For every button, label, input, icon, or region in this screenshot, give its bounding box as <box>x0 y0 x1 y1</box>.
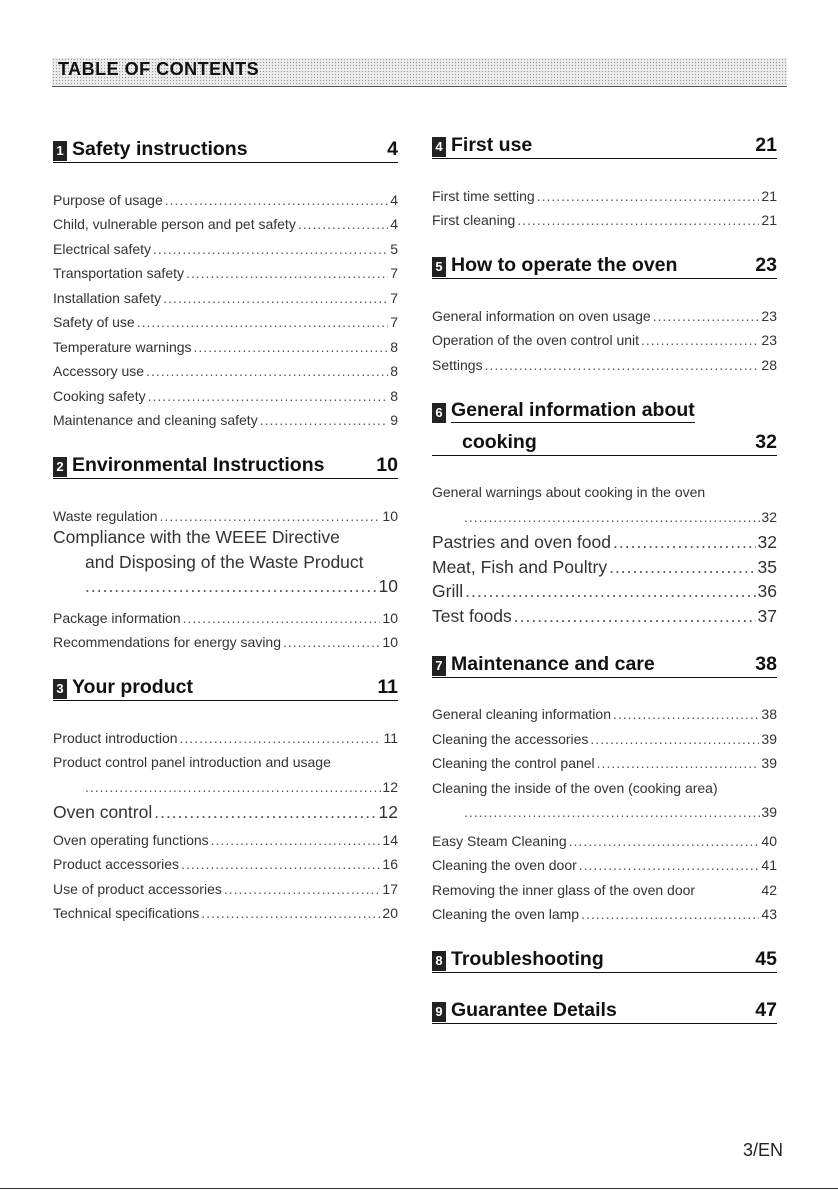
toc-entry-page: 9 <box>390 412 398 428</box>
toc-entry-page: 39 <box>761 804 777 820</box>
toc-entry-continuation <box>53 770 398 795</box>
toc-entry-text: Grill <box>432 581 464 601</box>
section-number-box: 3 <box>53 679 67 699</box>
toc-entry-text: Easy Steam Cleaning <box>432 832 567 849</box>
leader-dots <box>137 314 388 330</box>
leader-dots <box>154 802 376 823</box>
toc-entry[interactable] <box>432 299 777 324</box>
toc-entry[interactable] <box>53 721 398 746</box>
section-heading-line <box>462 431 777 454</box>
toc-entry-page: 41 <box>761 857 777 873</box>
toc-entry-text: First cleaning <box>432 212 516 228</box>
toc-section <box>432 653 777 923</box>
toc-entry[interactable] <box>53 848 398 873</box>
toc-entry[interactable] <box>432 476 777 525</box>
toc-entry-text: Waste regulation <box>53 507 158 524</box>
toc-entry-page: 39 <box>761 755 777 771</box>
toc-entry[interactable] <box>53 626 398 651</box>
section-heading[interactable] <box>53 138 398 163</box>
leader-dots <box>537 188 760 204</box>
toc-entry-page: 20 <box>382 905 398 921</box>
toc-entry-text: Product control panel introduction and usage <box>53 754 331 770</box>
leader-dots <box>465 581 755 602</box>
toc-entry[interactable] <box>432 771 777 820</box>
toc-entry-page: 21 <box>761 212 777 228</box>
section-heading-page: 47 <box>755 999 777 1021</box>
toc-entry[interactable] <box>53 897 398 922</box>
leader-dots <box>590 731 759 747</box>
section-number-box: 1 <box>53 141 67 161</box>
section-number-box: 2 <box>53 457 67 477</box>
leader-dots <box>641 332 759 348</box>
toc-entry-page: 42 <box>761 881 777 898</box>
leader-dots <box>283 634 380 650</box>
toc-entry[interactable] <box>53 330 398 355</box>
toc-entry-text: Maintenance and cleaning safety <box>53 412 258 428</box>
toc-section <box>432 999 777 1024</box>
toc-entry-page: 7 <box>390 314 398 330</box>
toc-entry[interactable] <box>53 601 398 626</box>
leader-dots <box>653 308 760 324</box>
toc-entry-page: 10 <box>382 609 398 626</box>
toc-entry[interactable] <box>432 529 777 554</box>
leader-dots <box>613 532 756 553</box>
toc-section <box>53 676 398 921</box>
toc-entry-text: Transportation safety <box>53 265 184 281</box>
leader-dots <box>485 357 760 373</box>
section-number-box: 4 <box>432 137 446 157</box>
toc-entry-text: Compliance with the WEEE Directive <box>53 527 340 547</box>
toc-entry[interactable] <box>53 257 398 282</box>
section-heading-text: How to operate the oven <box>451 254 678 276</box>
toc-section <box>432 399 777 627</box>
toc-entry-page: 5 <box>390 240 398 257</box>
toc-entry-page: 4 <box>390 216 398 232</box>
toc-entry[interactable] <box>53 355 398 380</box>
toc-entry[interactable] <box>432 179 777 204</box>
toc-entry-page: 8 <box>390 363 398 379</box>
toc-entry-page: 38 <box>761 706 777 722</box>
leader-dots <box>211 832 381 848</box>
toc-entry-text: and Disposing of the Waste Product <box>85 551 364 572</box>
leader-dots <box>163 290 388 306</box>
leader-dots <box>569 833 760 849</box>
section-heading[interactable] <box>53 676 398 701</box>
toc-entry[interactable] <box>432 722 777 747</box>
toc-entry-text: Child, vulnerable person and pet safety <box>53 216 296 232</box>
toc-entry-text: Cleaning the inside of the oven (cooking area) <box>432 779 718 796</box>
toc-column-left <box>53 138 398 947</box>
toc-entry-text: First time setting <box>432 187 535 204</box>
section-number-box: 6 <box>432 403 446 423</box>
section-heading-line <box>432 399 777 423</box>
toc-entry[interactable] <box>432 204 777 229</box>
toc-entry-text: Meat, Fish and Poultry <box>432 556 608 577</box>
section-heading-text: Guarantee Details <box>451 999 617 1021</box>
toc-entry[interactable] <box>53 746 398 795</box>
leader-dots <box>85 779 382 795</box>
toc-entry-text: Removing the inner glass of the oven door <box>432 881 696 898</box>
toc-entry-text: Pastries and oven food <box>432 532 612 552</box>
toc-entry-continuation <box>53 573 398 598</box>
toc-entry-page: 7 <box>390 289 398 306</box>
leader-dots <box>517 212 759 228</box>
section-heading-text: First use <box>451 134 533 156</box>
toc-entry-text: General cleaning information <box>432 706 611 722</box>
toc-entry-text: Electrical safety <box>53 240 152 257</box>
toc-entry[interactable] <box>53 281 398 306</box>
toc-entry[interactable] <box>432 324 777 349</box>
section-heading-page: 10 <box>376 454 398 476</box>
toc-entry-text: Test foods <box>432 605 512 626</box>
toc-entry-page: 39 <box>761 730 777 747</box>
toc-entry-page: 10 <box>382 634 398 650</box>
section-heading[interactable] <box>53 454 398 479</box>
toc-entry[interactable] <box>432 898 777 923</box>
section-heading-page: 45 <box>755 948 777 970</box>
bottom-rule <box>0 1188 838 1189</box>
leader-dots <box>85 576 379 597</box>
leader-dots <box>613 706 759 722</box>
toc-section <box>53 454 398 650</box>
toc-section <box>432 134 777 228</box>
section-heading-text: General information about <box>451 398 695 421</box>
toc-entry-page: 28 <box>761 356 777 373</box>
toc-entry-text: Use of product accessories <box>53 880 222 897</box>
section-heading-page: 32 <box>755 430 777 453</box>
section-heading-page: 38 <box>755 652 777 675</box>
toc-entry-page: 40 <box>761 832 777 849</box>
toc-section <box>53 138 398 428</box>
toc-entry-page: 32 <box>761 508 777 525</box>
toc-entry-text: Safety of use <box>53 314 135 330</box>
toc-title-bar <box>52 58 787 87</box>
toc-entry-page: 23 <box>761 307 777 324</box>
toc-entry[interactable] <box>53 872 398 897</box>
section-heading[interactable] <box>432 653 777 678</box>
page-number: 3/EN <box>742 1140 783 1160</box>
toc-entry-page: 12 <box>378 802 398 822</box>
toc-entry-page: 4 <box>390 191 398 208</box>
section-number-box: 7 <box>432 656 446 676</box>
toc-entry-page: 32 <box>757 532 777 552</box>
toc-entry[interactable] <box>53 183 398 208</box>
leader-dots <box>201 905 380 921</box>
section-heading-text: cooking <box>462 430 537 453</box>
toc-section <box>432 254 777 373</box>
section-heading-text: Troubleshooting <box>451 948 604 970</box>
leader-dots <box>609 557 755 578</box>
section-heading-text: Environmental Instructions <box>72 454 325 476</box>
section-heading-text: Maintenance and care <box>451 652 655 675</box>
toc-entry-page: 37 <box>757 605 777 626</box>
section-heading[interactable] <box>432 999 777 1024</box>
toc-entry-page: 10 <box>382 507 398 524</box>
leader-dots <box>183 610 381 626</box>
section-heading-page: 21 <box>755 134 777 156</box>
toc-entry[interactable] <box>53 208 398 233</box>
toc-entry-text: Cleaning the oven lamp <box>432 906 580 922</box>
toc-entry-text: Cleaning the control panel <box>432 755 595 771</box>
leader-dots <box>186 265 388 281</box>
toc-entry-page: 43 <box>761 906 777 922</box>
toc-entry-text: Product accessories <box>53 856 180 872</box>
leader-dots <box>464 509 761 525</box>
toc-entry-text: General warnings about cooking in the oven <box>432 484 706 500</box>
toc-entry-page: 14 <box>382 831 398 848</box>
toc-entry-text: Accessory use <box>53 363 145 379</box>
leader-dots <box>298 216 388 232</box>
toc-entry[interactable] <box>432 849 777 874</box>
section-heading[interactable] <box>432 254 777 279</box>
leader-dots <box>260 412 389 428</box>
leader-dots <box>581 906 759 922</box>
section-heading[interactable] <box>432 948 777 973</box>
toc-column-right <box>432 134 777 1050</box>
toc-entry-text: Cooking safety <box>53 387 146 404</box>
toc-entry-text: Technical specifications <box>53 905 200 921</box>
toc-entry[interactable] <box>432 747 777 772</box>
toc-entry-page: 36 <box>757 581 777 601</box>
toc-entry[interactable] <box>432 348 777 373</box>
toc-entry-page: 21 <box>761 187 777 204</box>
section-heading-text: Your product <box>72 676 193 698</box>
toc-entry-text: Temperature warnings <box>53 338 192 355</box>
section-heading[interactable] <box>432 134 777 159</box>
leader-dots <box>194 339 389 355</box>
leader-dots <box>165 192 388 208</box>
toc-entry[interactable] <box>432 698 777 723</box>
toc-entry[interactable] <box>53 404 398 429</box>
toc-entry-page: 23 <box>761 332 777 348</box>
leader-dots <box>160 508 381 524</box>
leader-dots <box>146 363 388 379</box>
toc-entry[interactable] <box>432 824 777 849</box>
toc-title: TABLE OF CONTENTS <box>58 59 260 79</box>
toc-entry-continuation <box>432 796 777 821</box>
section-number-box: 5 <box>432 257 446 277</box>
toc-entry[interactable] <box>53 306 398 331</box>
toc-entry-text: Cleaning the oven door <box>432 857 577 873</box>
toc-entry-text: Settings <box>432 356 483 373</box>
toc-entry-page: 16 <box>382 856 398 872</box>
section-heading-page: 23 <box>755 254 777 276</box>
section-heading-page: 11 <box>377 676 398 698</box>
toc-entry[interactable] <box>53 499 398 524</box>
leader-dots <box>514 606 756 627</box>
toc-entry[interactable] <box>53 379 398 404</box>
toc-entry[interactable] <box>53 799 398 824</box>
toc-entry-continuation <box>432 500 777 525</box>
leader-dots <box>181 856 380 872</box>
leader-dots <box>579 857 760 873</box>
toc-entry-text: Installation safety <box>53 289 162 306</box>
toc-entry[interactable] <box>53 823 398 848</box>
section-heading-text: Safety instructions <box>72 138 248 160</box>
toc-entry[interactable] <box>432 873 777 898</box>
leader-dots <box>464 804 761 820</box>
toc-entry-page: 35 <box>757 556 777 577</box>
toc-entry-text: Cleaning the accessories <box>432 730 589 747</box>
toc-entry-text: Product introduction <box>53 729 178 746</box>
section-heading[interactable] <box>432 399 777 456</box>
toc-entry-page: 17 <box>382 880 398 897</box>
toc-entry[interactable] <box>432 553 777 578</box>
section-number-box: 8 <box>432 951 446 971</box>
leader-dots <box>224 881 381 897</box>
toc-entry-text: Oven control <box>53 802 153 822</box>
toc-entry-page: 11 <box>383 729 398 746</box>
toc-entry-page: 8 <box>390 387 398 404</box>
toc-entry-text: Package information <box>53 609 181 626</box>
toc-entry[interactable] <box>432 602 777 627</box>
toc-entry-page: 12 <box>382 778 398 795</box>
toc-entry[interactable] <box>53 524 398 598</box>
section-heading-page: 4 <box>387 138 398 160</box>
toc-entry[interactable] <box>432 578 777 603</box>
toc-entry-text: Oven operating functions <box>53 831 209 848</box>
toc-entry-text: Purpose of usage <box>53 191 163 208</box>
leader-dots <box>153 241 388 257</box>
leader-dots <box>597 755 760 771</box>
toc-entry-page: 8 <box>390 338 398 355</box>
toc-entry-page: 7 <box>390 265 398 281</box>
section-number-box: 9 <box>432 1002 446 1022</box>
toc-entry-text: Operation of the oven control unit <box>432 332 640 348</box>
toc-entry-page: 10 <box>378 576 398 596</box>
leader-dots <box>148 388 389 404</box>
leader-dots <box>180 730 382 746</box>
toc-entry[interactable] <box>53 232 398 257</box>
toc-entry-text: General information on oven usage <box>432 307 651 324</box>
toc-entry-text: Recommendations for energy saving <box>53 634 282 650</box>
toc-section <box>432 948 777 973</box>
